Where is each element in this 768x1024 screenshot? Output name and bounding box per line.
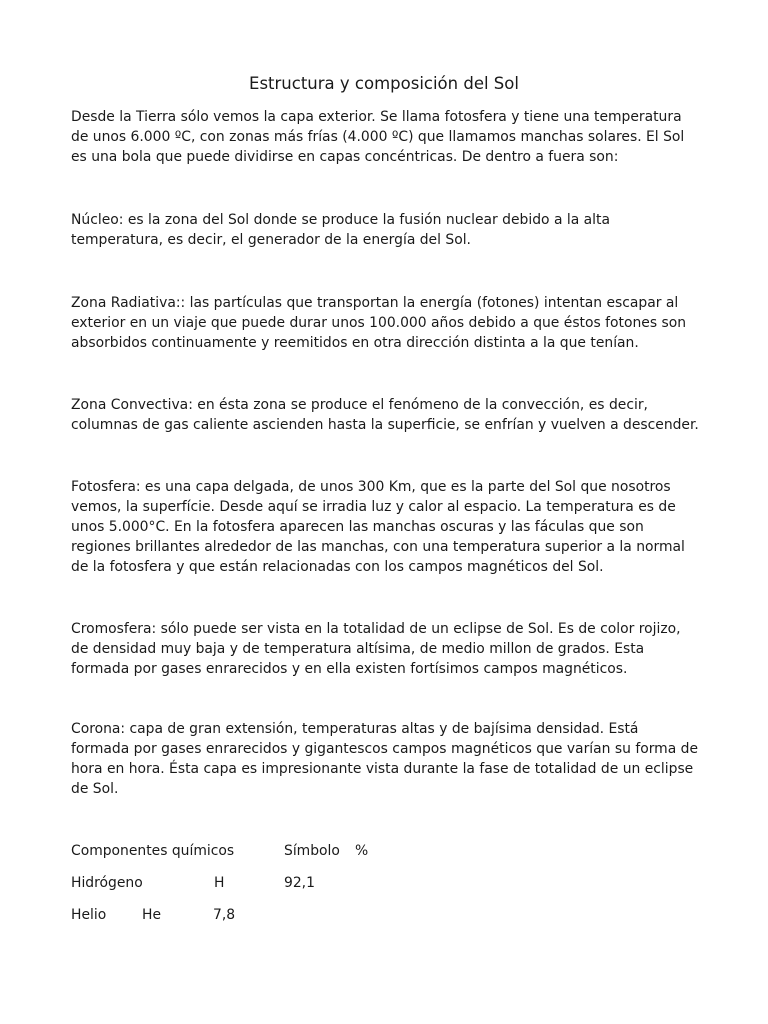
zona-convectiva-paragraph: Zona Convectiva: en ésta zona se produce el fenómeno de la convección, es decir, columnas de gas caliente ascienden hasta la superficie, se enfrían y vuelven a descender. (71, 397, 699, 433)
table-cell: H (214, 875, 225, 891)
table-cell: 92,1 (284, 875, 315, 891)
document-title: Estructura y composición del Sol (249, 74, 519, 93)
cromosfera-paragraph: Cromosfera: sólo puede ser vista en la totalidad de un eclipse de Sol. Es de color rojizo, de densidad muy baja y de temperatura altísima, de medio millon de grados. Esta formada por gases enrarecidos y en ella existen fortísimos campos magnéticos. (71, 621, 681, 677)
table-cell: Helio (71, 907, 107, 923)
fotosfera-paragraph: Fotosfera: es una capa delgada, de unos 300 Km, que es la parte del Sol que nosotros vemos, la superfície. Desde aquí se irradia luz y calor al espacio. La temperatura es de unos 5.000°C. En la fotosfera aparecen las manchas oscuras y las fáculas que son regiones brillantes alrededor de las manchas, con una temperatura superior a la normal de la fotosfera y que están relacionadas con los campos magnéticos del Sol. (71, 479, 685, 575)
table-cell: Hidrógeno (71, 875, 143, 891)
table-header-cell: % (355, 843, 369, 859)
nucleo-paragraph: Núcleo: es la zona del Sol donde se produce la fusión nuclear debido a la alta temperatura, es decir, el generador de la energía del Sol. (71, 212, 611, 248)
table-header-cell: Componentes químicos (71, 843, 235, 859)
corona-paragraph: Corona: capa de gran extensión, temperaturas altas y de bajísima densidad. Está formada por gases enrarecidos y gigantescos campos magnéticos que varían su forma de hora en hora. Ésta capa es impresionante vista durante la fase de totalidad de un eclipse de Sol. (71, 721, 699, 797)
table-cell: 7,8 (213, 907, 236, 923)
table-header-cell: Símbolo (284, 843, 340, 859)
zona-radiativa-paragraph: Zona Radiativa:: las partículas que transportan la energía (fotones) intentan escapar al exterior en un viaje que puede durar unos 100.000 años debido a que éstos fotones son absorbidos continuamente y reemitidos en otra dirección distinta a la que tenían. (71, 295, 687, 351)
table-cell: He (142, 907, 161, 923)
intro-paragraph: Desde la Tierra sólo vemos la capa exterior. Se llama fotosfera y tiene una temperatura de unos 6.000 ºC, con zonas más frías (4.000 ºC) que llamamos manchas solares. El Sol es una bola que puede dividirse en capas concéntricas. De dentro a fuera son: (71, 109, 685, 165)
